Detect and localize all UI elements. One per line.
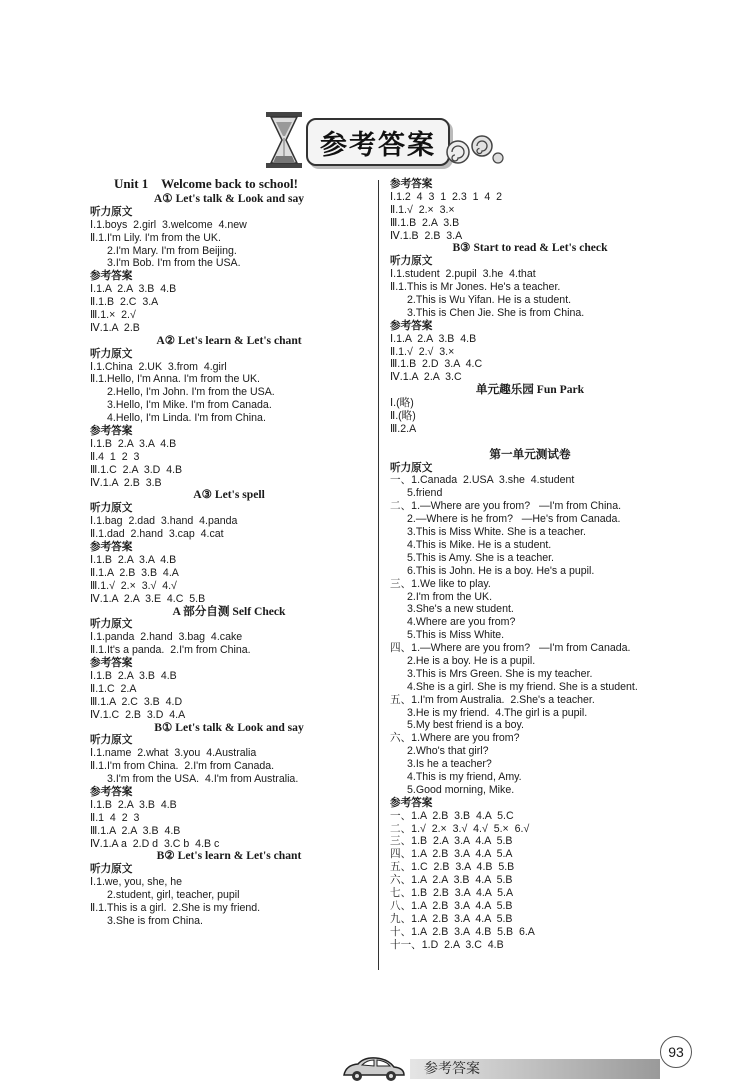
section-heading: A① Let's talk & Look and say — [153, 192, 305, 205]
answer-line: 5.My best friend is a boy. — [407, 719, 524, 732]
answer-line: Ⅱ.1.I'm Lily. I'm from the UK. — [90, 231, 221, 244]
answer-line: Ⅰ.(略) — [390, 397, 414, 410]
spacer — [390, 436, 670, 449]
section-heading: 第一单元测试卷 — [489, 447, 571, 461]
answer-line: 三、1.B 2.A 3.A 4.A 5.B — [390, 835, 513, 848]
answer-line: 5.friend — [407, 487, 443, 500]
answer-line: Ⅱ.1.Hello, I'm Anna. I'm from the UK. — [90, 373, 260, 386]
section-heading: B③ Start to read & Let's check — [452, 241, 608, 255]
subheading: 参考答案 — [90, 425, 133, 438]
subheading: 参考答案 — [390, 319, 433, 332]
unit-heading: Unit 1 Welcome back to school! — [114, 176, 298, 191]
answer-line: Ⅰ.1.we, you, she, he — [90, 876, 183, 889]
answer-line: Ⅲ.1.√ 2.× 3.√ 4.√ — [90, 579, 177, 592]
answer-line: 六、1.A 2.A 3.B 4.A 5.B — [390, 874, 513, 887]
answer-line: Ⅱ.1.√ 2.× 3.× — [390, 203, 455, 216]
subheading: 听力原文 — [90, 618, 133, 631]
answer-line: Ⅱ.1.This is Mr Jones. He's a teacher. — [390, 281, 561, 294]
answer-line: 6.This is John. He is a boy. He's a pupil. — [407, 564, 595, 577]
answer-line: Ⅰ.1.panda 2.hand 3.bag 4.cake — [90, 631, 243, 644]
answer-line: Ⅳ.1.C 2.B 3.D 4.A — [90, 708, 186, 721]
section-heading: B② Let's learn & Let's chant — [156, 849, 302, 863]
answer-line: Ⅳ.1.A 2.A 3.E 4.C 5.B — [90, 592, 206, 605]
answer-line: Ⅰ.1.2 4 3 1 2.3 1 4 2 — [390, 190, 503, 203]
answer-line: 二、1.√ 2.× 3.√ 4.√ 5.× 6.√ — [390, 822, 530, 835]
subheading: 参考答案 — [90, 270, 133, 283]
answer-line: Ⅱ.1.It's a panda. 2.I'm from China. — [90, 644, 251, 657]
answer-line: 2.I'm from the UK. — [407, 590, 493, 603]
answer-line: 2.This is Wu Yifan. He is a student. — [407, 294, 572, 307]
answer-line: 5.Good morning, Mike. — [407, 783, 515, 796]
answer-line: 4.Where are you from? — [407, 616, 516, 629]
answer-line: 八、1.A 2.B 3.A 4.A 5.B — [390, 899, 513, 912]
answer-line: Ⅲ.2.A — [390, 422, 417, 435]
answer-line: 六、1.Where are you from? — [390, 732, 520, 745]
banner-title-box — [306, 118, 450, 166]
answer-line: Ⅱ.1.√ 2.√ 3.× — [390, 345, 455, 358]
answer-line: Ⅱ.1.I'm from China. 2.I'm from Canada. — [90, 760, 275, 773]
answer-line: 4.Hello, I'm Linda. I'm from China. — [107, 412, 266, 425]
page-number: 93 — [660, 1036, 692, 1068]
answer-line: 5.This is Amy. She is a teacher. — [407, 551, 555, 564]
answer-line: 2.Who's that girl? — [407, 745, 489, 758]
answer-line: 2.student, girl, teacher, pupil — [107, 889, 240, 902]
answer-line: Ⅰ.1.A 2.A 3.B 4.B — [390, 332, 477, 345]
answer-line: 二、1.—Where are you from? —I'm from China. — [390, 500, 622, 513]
page-title: 参考答案 — [320, 129, 436, 161]
answer-line: Ⅱ.1.C 2.A — [90, 682, 137, 695]
subheading: 参考答案 — [390, 178, 433, 190]
answer-line: 3.This is Mrs Green. She is my teacher. — [407, 667, 593, 680]
answer-line: Ⅳ.1.A 2.A 3.C — [390, 371, 462, 384]
section-heading: B① Let's talk & Look and say — [154, 720, 304, 734]
left-answer-column — [90, 178, 368, 928]
subheading: 听力原文 — [390, 461, 433, 474]
answer-line: 三、1.We like to play. — [390, 577, 491, 590]
answer-line: Ⅲ.1.B 2.A 3.B — [390, 216, 460, 229]
answer-line: 2.—Where is he from? —He's from Canada. — [407, 513, 621, 526]
answer-line: Ⅳ.1.B 2.B 3.A — [390, 229, 463, 242]
answer-line: Ⅲ.1.A 2.C 3.B 4.D — [90, 695, 183, 708]
answer-line: Ⅰ.1.B 2.A 3.A 4.B — [90, 437, 177, 450]
answer-line: 3.Hello, I'm Mike. I'm from Canada. — [107, 399, 272, 412]
answer-line: 2.He is a boy. He is a pupil. — [407, 654, 536, 667]
section-heading: A② Let's learn & Let's chant — [156, 333, 302, 347]
answer-line: Ⅱ.1 4 2 3 — [90, 811, 140, 824]
page-footer — [340, 1055, 670, 1083]
section-heading: A③ Let's spell — [193, 488, 265, 502]
answer-line: 5.This is Miss White. — [407, 629, 505, 642]
subheading: 听力原文 — [90, 205, 133, 218]
answer-line: 4.This is my friend, Amy. — [407, 770, 522, 783]
answer-line: Ⅰ.1.B 2.A 3.B 4.B — [90, 798, 177, 811]
car-icon — [340, 1055, 408, 1083]
answer-line: 3.She is from China. — [107, 914, 203, 927]
answer-line: 十、1.A 2.B 3.A 4.B 5.B 6.A — [390, 925, 535, 938]
answer-line: 3.She's a new student. — [407, 603, 514, 616]
answer-line: Ⅰ.1.B 2.A 3.A 4.B — [90, 553, 177, 566]
answer-line: Ⅱ.1.B 2.C 3.A — [90, 296, 159, 309]
subheading: 参考答案 — [90, 785, 133, 798]
answer-line: Ⅲ.1.B 2.D 3.A 4.C — [390, 358, 483, 371]
subheading: 听力原文 — [90, 347, 133, 360]
answer-line: 2.Hello, I'm John. I'm from the USA. — [107, 386, 275, 399]
hourglass-icon — [262, 110, 306, 170]
answer-line: 四、1.A 2.B 3.A 4.A 5.A — [390, 848, 513, 861]
section-heading: 单元趣乐园 Fun Park — [475, 383, 585, 397]
answer-line: 2.I'm Mary. I'm from Beijing. — [107, 244, 237, 257]
answer-line: 3.This is Miss White. She is a teacher. — [407, 526, 586, 539]
column-divider — [378, 180, 379, 970]
subheading: 听力原文 — [90, 734, 133, 747]
answer-line: 4.This is Mike. He is a student. — [407, 538, 552, 551]
answer-line: 七、1.B 2.B 3.A 4.A 5.A — [390, 886, 514, 899]
answer-line: 五、1.I'm from Australia. 2.She's a teacher. — [390, 693, 595, 706]
answer-line: 3.I'm from the USA. 4.I'm from Australia. — [107, 773, 299, 786]
section-heading: A 部分自测 Self Check — [172, 604, 286, 618]
answer-line: 4.She is a girl. She is my friend. She is a student. — [407, 680, 638, 693]
answer-line: 五、1.C 2.B 3.A 4.B 5.B — [390, 861, 515, 874]
subheading: 参考答案 — [90, 657, 133, 670]
answer-line: Ⅰ.1.B 2.A 3.B 4.B — [90, 669, 177, 682]
answer-line: 3.I'm Bob. I'm from the USA. — [107, 257, 241, 270]
right-answer-column — [390, 178, 670, 951]
title-banner — [262, 110, 492, 172]
answer-line: 四、1.—Where are you from? —I'm from Canada. — [390, 642, 631, 655]
answer-line: Ⅰ.1.bag 2.dad 3.hand 4.panda — [90, 515, 238, 528]
answer-line: Ⅱ.1.This is a girl. 2.She is my friend. — [90, 901, 261, 914]
answer-line: Ⅳ.1.A a 2.D d 3.C b 4.B c — [90, 837, 220, 850]
subheading: 听力原文 — [90, 863, 133, 876]
subheading: 听力原文 — [90, 502, 133, 515]
answer-line: Ⅱ.1.dad 2.hand 3.cap 4.cat — [90, 528, 224, 541]
answer-line: Ⅱ.4 1 2 3 — [90, 450, 140, 463]
subheading: 听力原文 — [390, 255, 433, 268]
footer-label: 参考答案 — [424, 1061, 480, 1077]
answer-line: Ⅰ.1.China 2.UK 3.from 4.girl — [90, 360, 227, 373]
subheading: 参考答案 — [390, 796, 433, 809]
answer-line: 一、1.A 2.B 3.B 4.A 5.C — [390, 809, 514, 822]
answer-line: 一、1.Canada 2.USA 3.she 4.student — [390, 474, 575, 487]
subheading: 参考答案 — [90, 541, 133, 554]
answer-line: Ⅱ.(略) — [390, 410, 416, 423]
swirl-decoration-icon — [444, 130, 504, 170]
answer-line: 3.Is he a teacher? — [407, 758, 492, 771]
answer-line: Ⅰ.1.name 2.what 3.you 4.Australia — [90, 747, 257, 760]
answer-line: Ⅰ.1.boys 2.girl 3.welcome 4.new — [90, 218, 247, 231]
answer-line: 3.This is Chen Jie. She is from China. — [407, 306, 585, 319]
answer-line: Ⅳ.1.A 2.B — [90, 321, 140, 334]
answer-line: Ⅲ.1.× 2.√ — [90, 309, 136, 322]
answer-line: 十一、1.D 2.A 3.C 4.B — [390, 938, 504, 951]
answer-line: 九、1.A 2.B 3.A 4.A 5.B — [390, 912, 513, 925]
answer-line: Ⅳ.1.A 2.B 3.B — [90, 476, 162, 489]
answer-line: Ⅲ.1.C 2.A 3.D 4.B — [90, 463, 183, 476]
answer-line: Ⅲ.1.A 2.A 3.B 4.B — [90, 824, 181, 837]
answer-line: Ⅰ.1.A 2.A 3.B 4.B — [90, 283, 177, 296]
answer-line: 3.He is my friend. 4.The girl is a pupil. — [407, 706, 588, 719]
answer-line: Ⅱ.1.A 2.B 3.B 4.A — [90, 566, 179, 579]
answer-line: Ⅰ.1.student 2.pupil 3.he 4.that — [390, 268, 536, 281]
